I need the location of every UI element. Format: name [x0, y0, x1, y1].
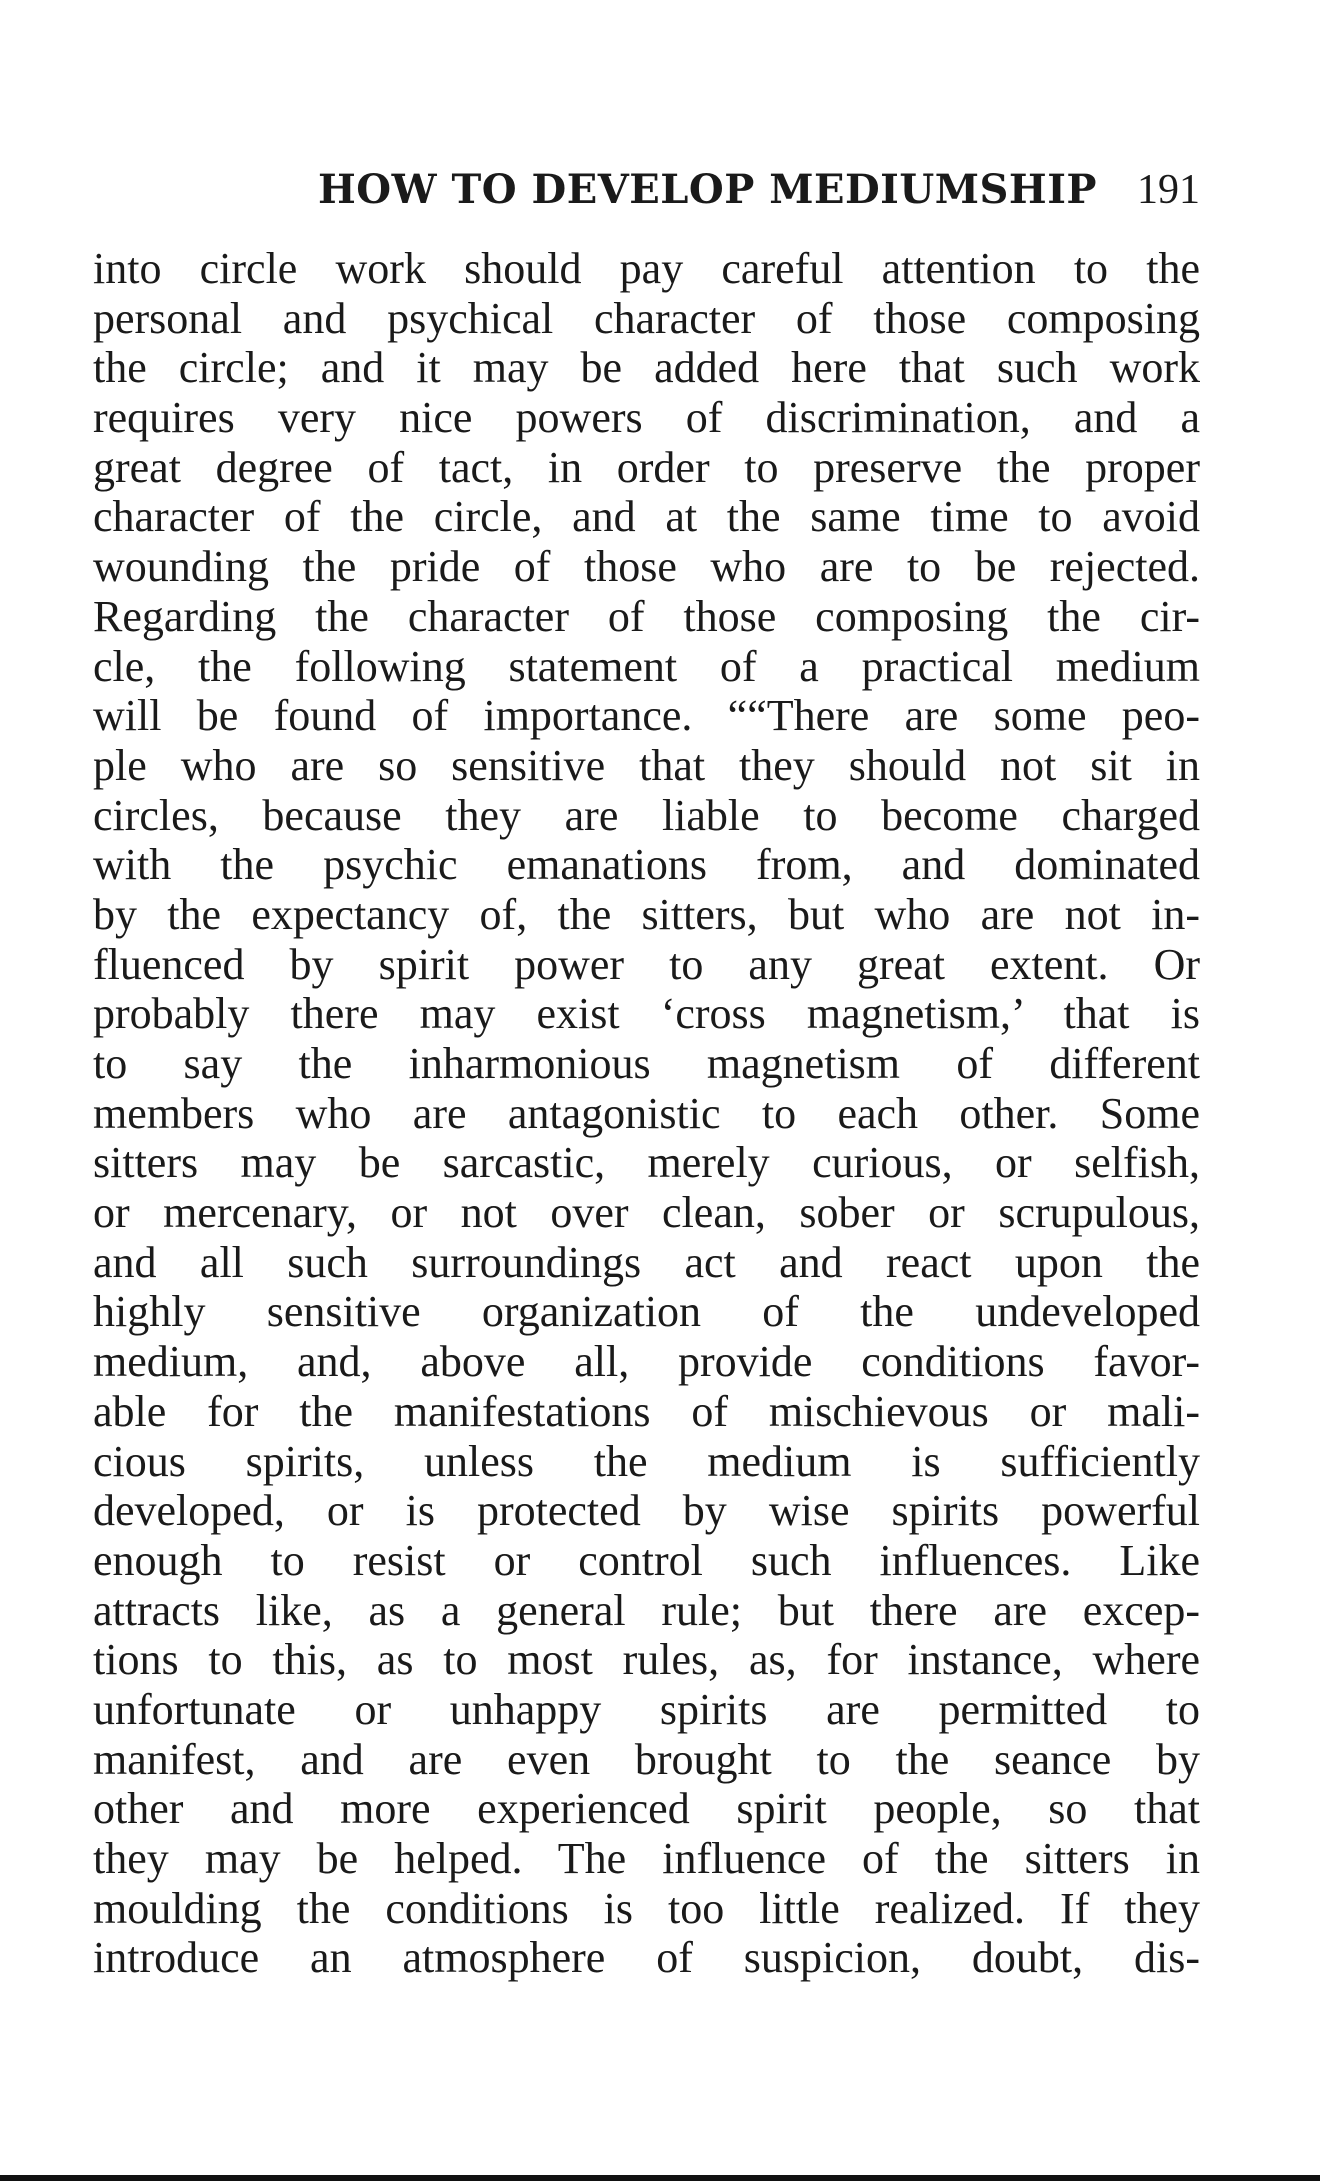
text-line: enough to resist or control such influences. Like: [93, 1535, 1200, 1585]
text-line: they may be helped. The influence of the sitters in: [93, 1834, 1200, 1883]
text-line: fluenced by spirit power to any great extent. Or: [93, 939, 1200, 989]
text-line: character of the circle, and at the same time to avoid: [93, 492, 1200, 542]
text-line: attracts like, as a general rule; but there are excep-: [93, 1585, 1200, 1635]
running-head: [93, 166, 1200, 216]
text-line: with the psychic emanations from, and dominated: [93, 840, 1200, 890]
page-number: 191: [1137, 167, 1200, 213]
text-line: members who are antagonistic to each other. Some: [93, 1088, 1200, 1138]
text-line: sitters may be sarcastic, merely curious, or selfish,: [93, 1138, 1200, 1188]
body-text: [93, 244, 1200, 1983]
running-title: HOW TO DEVELOP MEDIUMSHIP: [318, 166, 1097, 213]
text-line: Regarding the character of those composing the cir-: [93, 591, 1200, 641]
text-line: personal and psychical character of those composing: [93, 293, 1200, 343]
text-line: into circle work should pay careful attention to the: [93, 244, 1200, 293]
text-line: to say the inharmonious magnetism of different: [93, 1039, 1200, 1088]
text-line: developed, or is protected by wise spirits powerful: [93, 1486, 1200, 1536]
text-line: probably there may exist ‘cross magnetism,’ that is: [93, 989, 1200, 1039]
text-line: tions to this, as to most rules, as, for instance, where: [93, 1635, 1200, 1685]
text-line: great degree of tact, in order to preserve the proper: [93, 442, 1200, 492]
bottom-rule: [0, 2175, 1320, 2181]
text-line: manifest, and are even brought to the seance by: [93, 1734, 1200, 1784]
text-line: requires very nice powers of discrimination, and a: [93, 393, 1200, 443]
text-line: will be found of importance. ““There are some peo-: [93, 691, 1200, 741]
text-line: cle, the following statement of a practical medium: [93, 641, 1200, 691]
text-line: highly sensitive organization of the undeveloped: [93, 1287, 1200, 1337]
text-line: other and more experienced spirit people, so that: [93, 1784, 1200, 1834]
text-line: circles, because they are liable to become charged: [93, 790, 1200, 840]
text-line: and all such surroundings act and react upon the: [93, 1237, 1200, 1287]
text-line: wounding the pride of those who are to be rejected.: [93, 542, 1200, 592]
text-line: unfortunate or unhappy spirits are permitted to: [93, 1684, 1200, 1734]
text-line: introduce an atmosphere of suspicion, doubt, dis-: [93, 1933, 1200, 1983]
text-line: ple who are so sensitive that they should not sit in: [93, 740, 1200, 790]
text-line: or mercenary, or not over clean, sober or scrupulous,: [93, 1188, 1200, 1238]
text-line: the circle; and it may be added here that such work: [93, 343, 1200, 393]
text-line: by the expectancy of, the sitters, but who are not in-: [93, 889, 1200, 939]
text-line: medium, and, above all, provide conditions favor-: [93, 1337, 1200, 1387]
text-line: moulding the conditions is too little realized. If they: [93, 1883, 1200, 1933]
text-line: cious spirits, unless the medium is sufficiently: [93, 1436, 1200, 1486]
text-line: able for the manifestations of mischievous or mali-: [93, 1386, 1200, 1436]
